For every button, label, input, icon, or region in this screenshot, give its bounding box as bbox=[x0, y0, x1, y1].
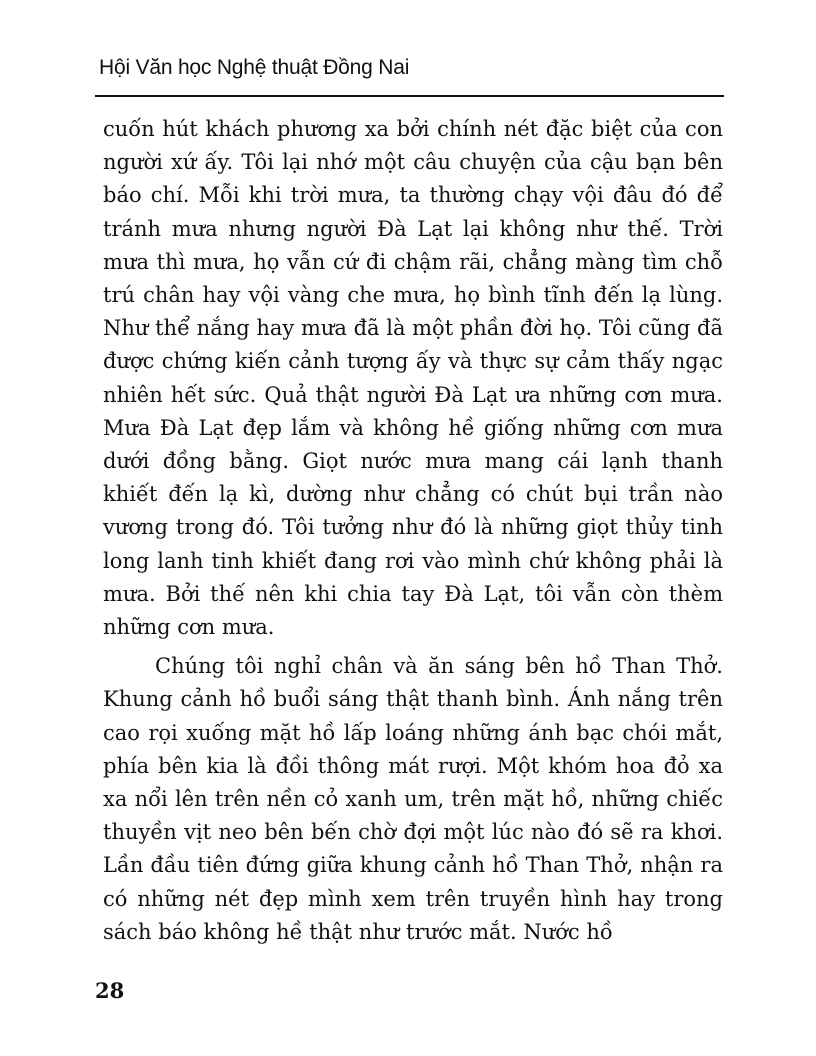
body-text bbox=[103, 113, 723, 949]
paragraph-2: Chúng tôi nghỉ chân và ăn sáng bên hồ Than Thở. Khung cảnh hồ buổi sáng thật thanh bình. Ánh nắng trên cao rọi xuống mặt hồ lấp loáng những ánh bạc chói mắt, phía bên kia là đồi thông mát rượi. Một khóm hoa đỏ xa xa nổi lên trên nền cỏ xanh um, trên mặt hồ, những chiếc thuyền vịt neo bên bến chờ đợi một lúc nào đó sẽ ra khơi. Lần đầu tiên đứng giữa khung cảnh hồ Than Thở, nhận ra có những nét đẹp mình xem trên truyền hình hay trong sách báo không hề thật như trước mắt. Nước hồ bbox=[103, 654, 723, 944]
paragraph-1: cuốn hút khách phương xa bởi chính nét đặc biệt của con người xứ ấy. Tôi lại nhớ một câu chuyện của cậu bạn bên báo chí. Mỗi khi trời mưa, ta thường chạy vội đâu đó để tránh mưa nhưng người Đà Lạt lại không như thế. Trời mưa thì mưa, họ vẫn cứ đi chậm rãi, chẳng màng tìm chỗ trú chân hay vội vàng che mưa, họ bình tĩnh đến lạ lùng. Như thể nắng hay mưa đã là một phần đời họ. Tôi cũng đã được chứng kiến cảnh tượng ấy và thực sự cảm thấy ngạc nhiên hết sức. Quả thật người Đà Lạt ưa những cơn mưa. Mưa Đà Lạt đẹp lắm và không hề giống những cơn mưa dưới đồng bằng. Giọt nước mưa mang cái lạnh thanh khiết đến lạ kì, dường như chẳng có chút bụi trần nào vương trong đó. Tôi tưởng như đó là những giọt thủy tinh long lanh tinh khiết đang rơi vào mình chứ không phải là mưa. Bởi thế nên khi chia tay Đà Lạt, tôi vẫn còn thèm những cơn mưa. bbox=[103, 117, 723, 640]
running-header: Hội Văn học Nghệ thuật Đồng Nai bbox=[99, 56, 410, 79]
page-number: 28 bbox=[95, 978, 125, 1003]
header-divider bbox=[95, 95, 724, 97]
